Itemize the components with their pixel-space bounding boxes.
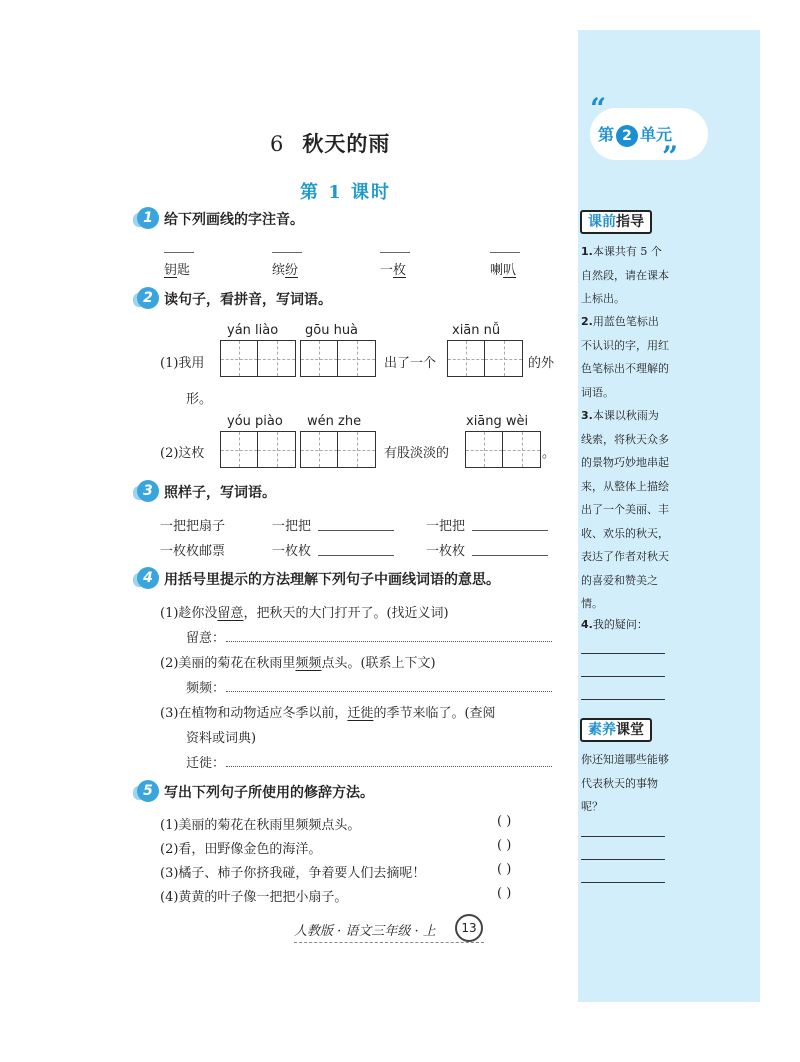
lesson-title <box>270 128 390 158</box>
q2-s2-mid: 有股淡淡的 <box>384 446 450 461</box>
q4-item-3: (3)在植物和动物适应冬季以前，迁徙的季节来临了。(查阅 <box>160 706 496 721</box>
q3-blank-1a[interactable] <box>318 530 394 531</box>
guide-tag: 课前指导 <box>580 210 652 234</box>
writing-box-3[interactable] <box>447 340 523 377</box>
question-2-prompt: 读句子，看拼音，写词语。 <box>164 292 332 308</box>
unit-number: 2 <box>616 125 638 147</box>
q5-item-2: (2)看，田野像金色的海洋。 <box>160 842 322 857</box>
guide-note-3: 3.本课以秋雨为线索，将秋天众多的景物巧妙地串起来，从整体上描绘出了一个美丽、丰收、欢乐的秋天，表达了作者对秋天的喜爱和赞美之情。 <box>581 409 669 610</box>
q2-s1-wrap: 形。 <box>186 392 213 407</box>
q3-prefix-2a: 一枚枚 <box>272 544 312 559</box>
question-line-1[interactable] <box>581 653 665 654</box>
guide-note-2: 2.用蓝色笔标出不认识的字，用红色笔标出不理解的词语。 <box>581 315 669 399</box>
lesson-number: 6 <box>270 132 285 156</box>
lesson-name: 秋天的雨 <box>302 131 391 156</box>
pinyin-blank-3[interactable] <box>380 252 410 253</box>
page-number: 13 <box>455 914 483 942</box>
q1-word-2: 缤纷 <box>272 263 299 278</box>
q5-item-1: (1)美丽的菊花在秋雨里频频点头。 <box>160 818 361 833</box>
question-4-prompt: 用括号里提示的方法理解下列句子中画线词语的意思。 <box>164 572 500 588</box>
q4-answer-3[interactable] <box>226 766 552 767</box>
pinyin-blank-4[interactable] <box>490 252 520 253</box>
q1-word-1: 钥匙 <box>164 263 191 278</box>
q2-s2-end: 。 <box>542 446 556 461</box>
period-title: 第 1 课时 <box>300 182 392 203</box>
pinyin-wenzhe: wén zhe <box>307 414 362 429</box>
class-tag: 素养课堂 <box>580 718 652 742</box>
question-badge-3: 3 <box>137 480 159 502</box>
question-5-prompt: 写出下列句子所使用的修辞方法。 <box>164 785 374 801</box>
footer-divider <box>294 942 484 943</box>
q4-item-1: (1)趁你没留意，把秋天的大门打开了。(找近义词) <box>160 606 449 621</box>
question-3-prompt: 照样子，写词语。 <box>164 485 276 501</box>
q5-paren-1[interactable]: ( ) <box>497 814 512 829</box>
writing-box-6[interactable] <box>465 431 541 468</box>
close-quote-icon: ” <box>662 140 679 173</box>
question-badge-2: 2 <box>137 287 159 309</box>
q3-blank-2b[interactable] <box>472 555 548 556</box>
question-line-2[interactable] <box>581 676 665 677</box>
class-line-3[interactable] <box>581 882 665 883</box>
q3-example-2: 一枚枚邮票 <box>160 544 226 559</box>
q5-paren-2[interactable]: ( ) <box>497 838 512 853</box>
writing-box-2[interactable] <box>300 340 376 377</box>
pinyin-blank-2[interactable] <box>272 252 302 253</box>
class-line-2[interactable] <box>581 859 665 860</box>
q3-prefix-1a: 一把把 <box>272 519 312 534</box>
q4-label-3: 迁徙： <box>186 756 226 771</box>
writing-box-5[interactable] <box>300 431 376 468</box>
q3-blank-2a[interactable] <box>318 555 394 556</box>
q1-word-4: 喇叭 <box>490 263 517 278</box>
q2-s1-mid: 出了一个 <box>384 356 437 371</box>
question-badge-4: 4 <box>137 567 159 589</box>
pinyin-xiannv: xiān nǚ <box>452 323 501 338</box>
q1-word-3: 一枚 <box>380 263 407 278</box>
question-line-3[interactable] <box>581 699 665 700</box>
pinyin-yanliao: yán liào <box>227 323 279 338</box>
q4-label-1: 留意： <box>186 631 226 646</box>
q3-example-1: 一把把扇子 <box>160 519 226 534</box>
q5-paren-3[interactable]: ( ) <box>497 862 512 877</box>
pinyin-xiangwei: xiāng wèi <box>466 414 529 429</box>
q3-prefix-2b: 一枚枚 <box>426 544 466 559</box>
q5-item-4: (4)黄黄的叶子像一把把小扇子。 <box>160 890 348 905</box>
pinyin-youpiao: yóu piào <box>227 414 283 429</box>
q5-item-3: (3)橘子、柿子你挤我碰，争着要人们去摘呢！ <box>160 866 426 881</box>
writing-box-4[interactable] <box>220 431 296 468</box>
q4-answer-2[interactable] <box>226 691 552 692</box>
writing-box-1[interactable] <box>220 340 296 377</box>
question-badge-5: 5 <box>137 780 159 802</box>
guide-note-4: 4.我的疑问： <box>581 618 648 631</box>
q4-item-2: (2)美丽的菊花在秋雨里频频点头。(联系上下文) <box>160 656 436 671</box>
q4-answer-1[interactable] <box>226 641 552 642</box>
q3-prefix-1b: 一把把 <box>426 519 466 534</box>
question-1-prompt: 给下列画线的字注音。 <box>164 212 304 228</box>
class-line-1[interactable] <box>581 836 665 837</box>
q4-item-3-wrap: 资料或词典) <box>186 731 257 746</box>
q4-label-2: 频频： <box>186 681 226 696</box>
q2-s2-label: (2)这枚 <box>160 446 205 461</box>
pinyin-blank-1[interactable] <box>164 252 194 253</box>
q5-paren-4[interactable]: ( ) <box>497 886 512 901</box>
unit-label: 第 2 单元 <box>598 122 672 147</box>
class-text: 你还知道哪些能够代表秋天的事物呢？ <box>581 753 669 813</box>
pinyin-gouhua: gōu huà <box>305 323 359 338</box>
q2-s1-end: 的外 <box>528 356 555 371</box>
guide-note-1: 1.本课共有 5 个自然段，请在课本上标出。 <box>581 245 669 305</box>
open-quote-icon: “ <box>590 92 607 125</box>
question-badge-1: 1 <box>137 207 159 229</box>
footer-text: 人教版 · 语文三年级 · 上 <box>294 924 436 939</box>
q2-s1-label: (1)我用 <box>160 356 205 371</box>
q3-blank-1b[interactable] <box>472 530 548 531</box>
